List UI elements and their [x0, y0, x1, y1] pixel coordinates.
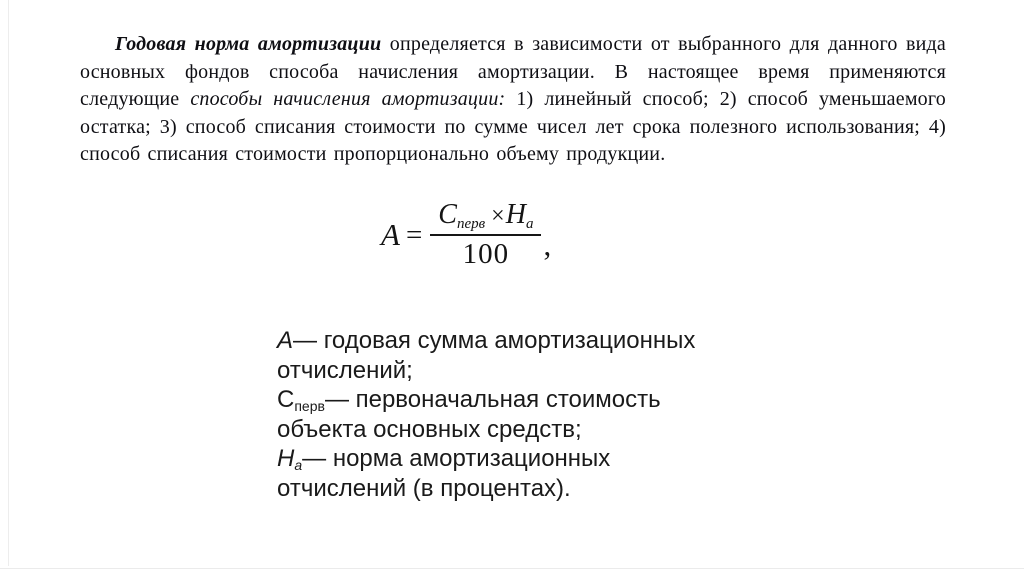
- legend-separator: —: [293, 327, 318, 354]
- slide-bottom-edge-line: [0, 568, 1024, 569]
- legend-separator: —: [302, 445, 327, 472]
- formula-subscript-a: а: [525, 216, 534, 232]
- formula-trailing-comma: ,: [543, 227, 552, 262]
- paragraph-segment-2: способы начисления амортизации:: [190, 88, 506, 110]
- legend-description: первоначальная стоимость объекта основных средств;: [277, 386, 661, 443]
- legend-symbol: Н: [277, 445, 295, 472]
- legend-item-2: [277, 444, 732, 503]
- slide-left-edge-line: [8, 0, 9, 566]
- paragraph-segment-3: 1) линейный способ; 2) способ уменьшаемого остатка; 3) способ списания стоимости по сумме чисел лет срока полезного использования; 4) способ списания стоимости пропорционально объему продукции.: [80, 88, 946, 165]
- formula-var-c: С: [438, 199, 457, 230]
- legend-item-1: [277, 385, 732, 444]
- intro-paragraph: [80, 31, 946, 169]
- paragraph-segment-1: определяется в зависимости от выбранного для данного вида основных фондов способа начисления амортизации. В настоящее время применяются следующие: [80, 33, 946, 110]
- legend-subscript: а: [294, 457, 303, 473]
- legend-description: норма амортизационных отчислений (в процентах).: [277, 445, 611, 502]
- legend-separator: —: [324, 386, 349, 413]
- variables-legend: [277, 326, 732, 503]
- depreciation-formula: [381, 199, 551, 271]
- formula-lhs-a: A: [381, 217, 400, 252]
- formula-fraction: [430, 199, 541, 271]
- formula-numerator: [430, 199, 541, 236]
- legend-symbol: С: [277, 386, 295, 413]
- formula-equals-sign: =: [405, 218, 423, 251]
- legend-item-0: [277, 326, 732, 385]
- formula-multiply-icon: ×: [491, 203, 505, 229]
- paragraph-segment-0: Годовая норма амортизации: [115, 33, 382, 55]
- formula-denominator: 100: [462, 238, 510, 270]
- formula-subscript-perv: перв: [456, 216, 486, 232]
- formula-var-h: Н: [505, 199, 526, 230]
- legend-description: годовая сумма амортизационных отчислений;: [277, 327, 696, 384]
- legend-symbol: А: [277, 327, 294, 354]
- legend-subscript: перв: [294, 398, 325, 414]
